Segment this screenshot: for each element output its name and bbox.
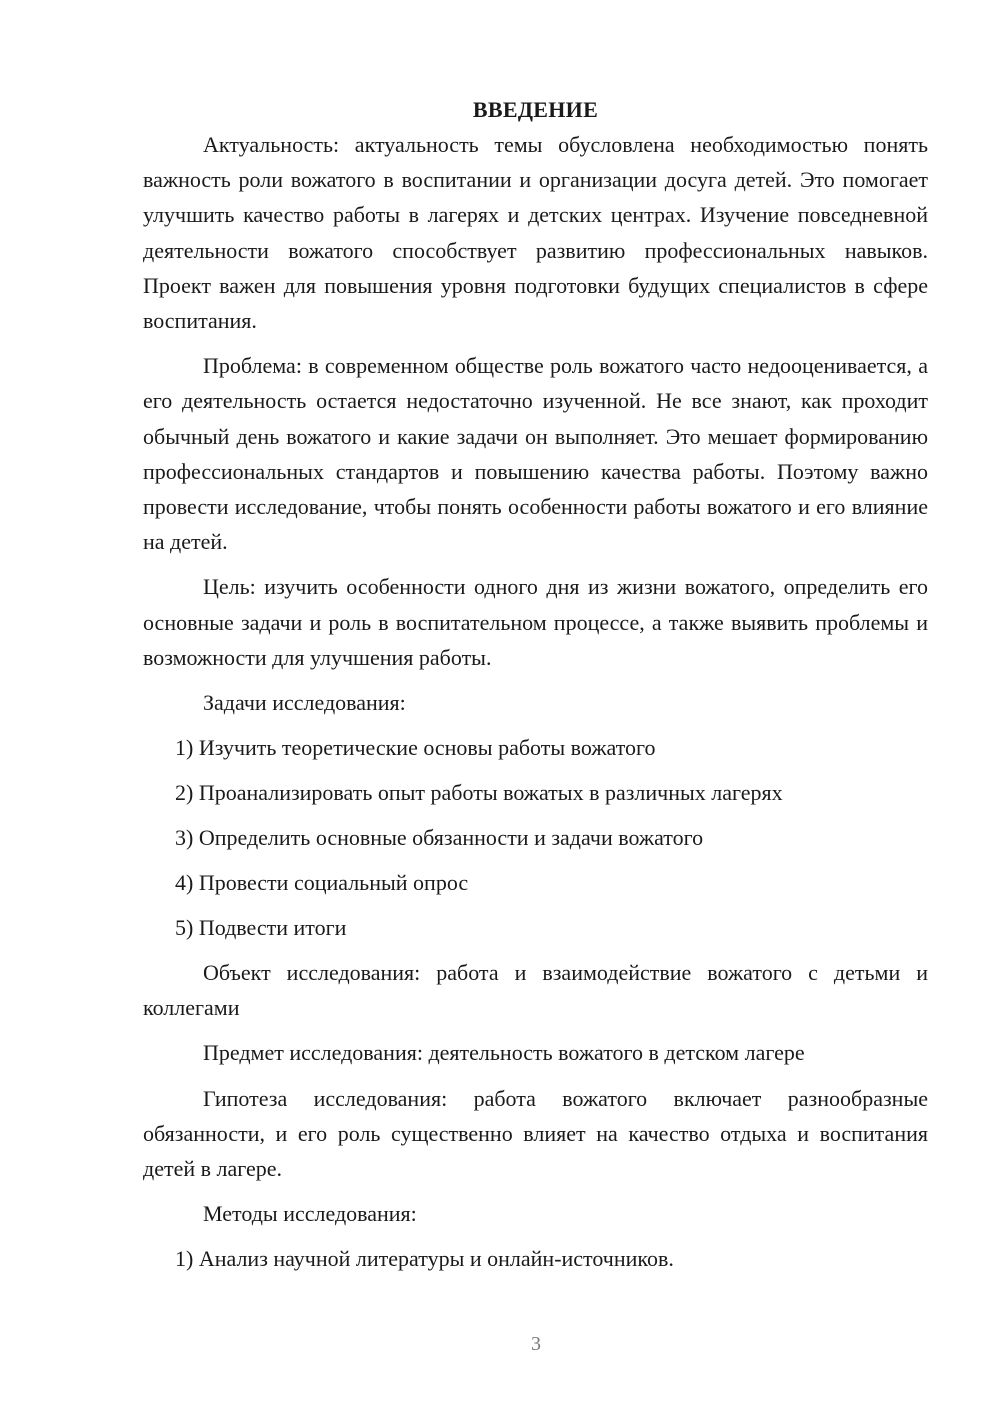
list-item: 1) Анализ научной литературы и онлайн-источников. bbox=[175, 1246, 674, 1272]
list-item: 4) Провести социальный опрос bbox=[175, 870, 469, 896]
section-title: ВВЕДЕНИЕ bbox=[472, 97, 599, 122]
list-item: 2) Проанализировать опыт работы вожатых в различных лагерях bbox=[175, 780, 783, 806]
methods-heading: Методы исследования: bbox=[203, 1201, 417, 1227]
goal-paragraph: Цель: изучить особенности одного дня из жизни вожатого, определить его основные задачи и роль в воспитательном процессе, а также выявить проблемы и возможности для улучшения работы. bbox=[143, 574, 928, 670]
problem-paragraph: Проблема: в современном обществе роль вожатого часто недооценивается, а его деятельность остается недостаточно изученной. Не все знают, как проходит обычный день вожатого и какие задачи он выполняет. Это мешает формированию профессиональных стандартов и повышению качества работы. Поэтому важно провести исследование, чтобы понять особенности работы вожатого и его влияние на детей. bbox=[143, 353, 928, 555]
hypothesis-paragraph: Гипотеза исследования: работа вожатого включает разнообразные обязанности, и его роль существенно влияет на качество отдыха и воспитания детей в лагере. bbox=[143, 1085, 928, 1182]
tasks-heading: Задачи исследования: bbox=[203, 690, 406, 716]
relevance-paragraph: Актуальность: актуальность темы обусловлена необходимостью понять важность роли вожатого в воспитании и организации досуга детей. Это помогает улучшить качество работы в лагерях и детских центрах. Изучение повседневной деятельности вожатого способствует развитию профессиональных навыков. Проект важен для повышения уровня подготовки будущих специалистов в сфере воспитания. bbox=[143, 132, 928, 334]
document-page bbox=[143, 92, 928, 1286]
page-number: 3 bbox=[531, 1333, 541, 1355]
list-item: 1) Изучить теоретические основы работы вожатого bbox=[175, 735, 656, 761]
object-paragraph: Объект исследования: работа и взаимодействие вожатого с детьми и коллегами bbox=[143, 960, 928, 1021]
methods-list bbox=[143, 1241, 928, 1276]
subject-paragraph: Предмет исследования: деятельность вожатого в детском лагере bbox=[203, 1040, 805, 1066]
list-item: 3) Определить основные обязанности и задачи вожатого bbox=[175, 825, 704, 851]
tasks-list bbox=[143, 730, 928, 945]
list-item: 5) Подвести итоги bbox=[175, 915, 347, 941]
